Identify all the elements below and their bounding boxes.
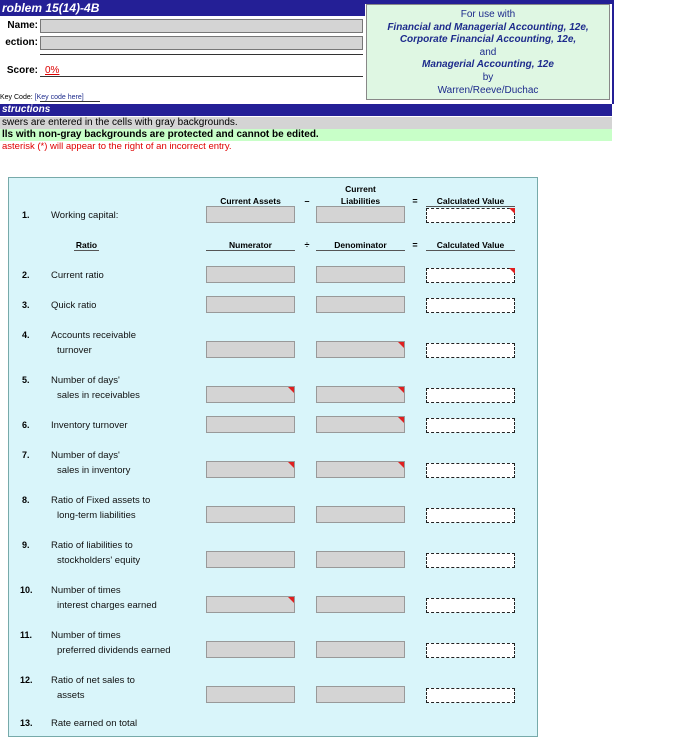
denominator-input[interactable] — [316, 296, 405, 313]
minus-sign: – — [304, 196, 310, 206]
ratio-label: Number of times — [51, 585, 121, 596]
col-current-assets: Current Assets — [206, 196, 295, 207]
row-number: 11. — [20, 630, 33, 640]
score-value: 0% — [45, 65, 60, 76]
denominator-input[interactable] — [316, 386, 405, 403]
working-capital-result — [426, 208, 515, 223]
denominator-input[interactable] — [316, 341, 405, 358]
current-assets-input[interactable] — [206, 206, 295, 223]
ratio-label: Number of days' — [51, 450, 120, 461]
key-code-label: Key Code: — [0, 94, 33, 101]
calculated-result — [426, 418, 515, 433]
numerator-input[interactable] — [206, 506, 295, 523]
ratio-label-line2: long-term liabilities — [57, 510, 136, 521]
calculated-result — [426, 688, 515, 703]
col-current-liabilities-1: Current — [345, 184, 376, 194]
row-number: 4. — [22, 330, 30, 340]
equals-sign: = — [412, 196, 418, 206]
current-liabilities-input[interactable] — [316, 206, 405, 223]
calculated-result — [426, 463, 515, 478]
section-input[interactable] — [40, 36, 363, 50]
info-line-2: Financial and Managerial Accounting, 12e, — [387, 21, 589, 33]
score-underline — [40, 76, 363, 77]
row-number: 12. — [20, 675, 33, 685]
instructions-title: structions — [0, 104, 612, 116]
name-label: Name: — [7, 20, 38, 31]
calculated-result — [426, 268, 515, 283]
calculated-result — [426, 388, 515, 403]
denominator-input[interactable] — [316, 506, 405, 523]
ratio-label: Quick ratio — [51, 300, 97, 311]
info-line-3: Corporate Financial Accounting, 12e, — [399, 34, 577, 46]
col-denominator: Denominator — [316, 240, 405, 251]
calculated-result — [426, 598, 515, 613]
calculated-result — [426, 553, 515, 568]
instruction-asterisk: asterisk (*) will appear to the right of an incorrect entry. — [2, 141, 232, 152]
row-number: 10. — [20, 585, 33, 595]
numerator-input[interactable] — [206, 596, 295, 613]
equals-sign: = — [412, 240, 418, 250]
denominator-input[interactable] — [316, 551, 405, 568]
ratio-label: Rate earned on total — [51, 718, 138, 729]
numerator-input[interactable] — [206, 641, 295, 658]
ratio-label: Ratio of net sales to — [51, 675, 135, 686]
ratio-label-line2: sales in receivables — [57, 390, 140, 401]
denominator-input[interactable] — [316, 596, 405, 613]
instruction-protected-cells: lls with non-gray backgrounds are protected and cannot be edited. — [0, 129, 612, 141]
divide-sign: ÷ — [304, 240, 310, 250]
ratio-label: Ratio of Fixed assets to — [51, 495, 151, 506]
row-number: 13. — [20, 718, 33, 728]
numerator-input[interactable] — [206, 686, 295, 703]
denominator-input[interactable] — [316, 641, 405, 658]
working-capital-label: Working capital: — [51, 210, 119, 221]
ratio-label-line2: turnover — [57, 345, 92, 356]
ratio-label: Number of times — [51, 630, 121, 641]
row-number: 5. — [22, 375, 30, 385]
score-label: Score: — [6, 65, 38, 76]
ratio-label: Ratio of liabilities to — [51, 540, 133, 551]
key-code — [0, 94, 84, 101]
problem-title: roblem 15(14)-4B — [0, 0, 365, 16]
ratio-label: Accounts receivable — [51, 330, 137, 341]
row-number: 3. — [22, 300, 30, 310]
name-input[interactable] — [40, 19, 363, 33]
ratio-label-line2: preferred dividends earned — [57, 645, 171, 656]
info-line-4: and — [479, 46, 497, 58]
col-ratio: Ratio — [75, 240, 98, 250]
row-number: 8. — [22, 495, 30, 505]
info-line-7: Warren/Reeve/Duchac — [437, 84, 539, 96]
calculated-result — [426, 643, 515, 658]
numerator-input[interactable] — [206, 296, 295, 313]
col-calculated-value: Calculated Value — [426, 240, 515, 251]
col-numerator: Numerator — [206, 240, 295, 251]
ratio-label-line2: sales in inventory — [57, 465, 131, 476]
row-number: 1. — [22, 210, 30, 220]
ratio-label-line2: interest charges earned — [57, 600, 157, 611]
row-number: 9. — [22, 540, 30, 550]
numerator-input[interactable] — [206, 386, 295, 403]
col-current-liabilities-2: Liabilities — [316, 196, 405, 207]
numerator-input[interactable] — [206, 341, 295, 358]
instruction-gray-cells: swers are entered in the cells with gray backgrounds. — [0, 117, 612, 129]
key-code-value: [Key code here] — [34, 94, 84, 101]
header-right-border — [612, 0, 614, 104]
ratio-label: Inventory turnover — [51, 420, 128, 431]
row-number: 2. — [22, 270, 30, 280]
ratio-label-line2: stockholders' equity — [57, 555, 141, 566]
denominator-input[interactable] — [316, 416, 405, 433]
row-number: 7. — [22, 450, 30, 460]
ratio-label: Number of days' — [51, 375, 120, 386]
calculated-result — [426, 298, 515, 313]
ratio-label-line2: assets — [57, 690, 85, 701]
numerator-input[interactable] — [206, 266, 295, 283]
numerator-input[interactable] — [206, 416, 295, 433]
col-calculated-value: Calculated Value — [426, 196, 515, 207]
ratio-label: Current ratio — [51, 270, 104, 281]
textbook-info-box — [366, 4, 610, 100]
denominator-input[interactable] — [316, 266, 405, 283]
info-line-6: by — [482, 71, 494, 83]
denominator-input[interactable] — [316, 461, 405, 478]
key-code-underline — [40, 101, 100, 102]
calculated-result — [426, 343, 515, 358]
numerator-input[interactable] — [206, 461, 295, 478]
row-number: 6. — [22, 420, 30, 430]
denominator-input[interactable] — [316, 686, 405, 703]
numerator-input[interactable] — [206, 551, 295, 568]
section-label: ection: — [5, 37, 38, 48]
divider — [40, 54, 363, 55]
info-line-1: For use with — [460, 9, 516, 20]
calculated-result — [426, 508, 515, 523]
info-line-5: Managerial Accounting, 12e — [422, 59, 554, 71]
